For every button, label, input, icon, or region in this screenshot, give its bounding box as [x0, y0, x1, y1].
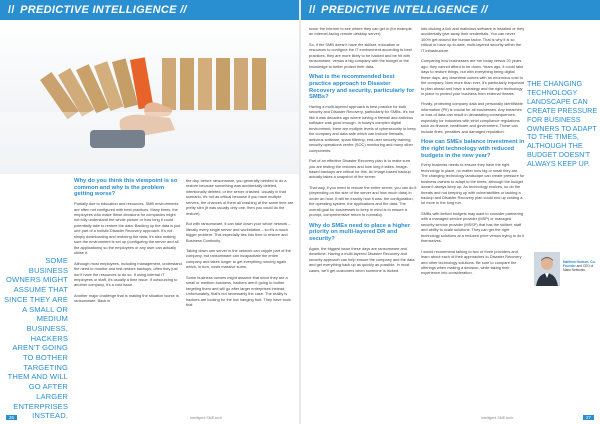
pull-quote: SOME BUSINESS OWNERS MIGHT ASSUME THAT SINCE THEY ARE A SMALL OR MEDIUM BUSINESS, HACKERS AREN'T GOING TO BOTHER TARGETING THEM AND WILL GO AFTER LARGER ENTERPRISES INSTEAD. [4, 256, 68, 421]
paragraph: Partially due to education and resources, SMB environments are often not configured with best practices. Many times, the employees who make these decisions for companies might not fully understand the whole picture or how long it could potentially take to restore the data. Backing up the data is just one part of a holistic Disaster Recovery approach. It's not simply downloading and restoring the data; it's also making sure the environment is set up (configuring the server and all the applications) so the employees or any user can actually utilise it. [74, 201, 181, 256]
paragraph: SMBs with limited budgets may want to consider partnering with a managed service provider (MSP) or managed security service provider (MSSP) that has the skillset, staff and ability to scale solutions. They can get the right technology solutions at a reduced price versus trying to do it themselves. [421, 210, 525, 244]
section-banner [0, 0, 299, 20]
paragraph: Although most employees, including management, understand the need to monitor and test restore backups, often they just don't have the resources to do so. If using internal IT employees or staff, it's usually a time issue. If outsourcing to another company, it's a cost issue. [74, 260, 182, 288]
paragraph: Another major challenge that is making the situation worse is ransomware. Back in [74, 292, 179, 304]
paragraph: Part of an effective Disaster Recovery plan is to make sure you are testing the restores and how long it takes. Image-based backups are critical for this. An image-based backup actually takes a snapshot of the server. [309, 158, 411, 180]
photo-caption [563, 260, 599, 272]
paragraph: Again, the biggest issue these days are ransomware and downtime. Having a multi-layered Disaster Recovery and security approach can help ensure the company and the data and get everything back up as quickly as possible. In most cases, we'll get customers when someone is tricked [309, 245, 415, 273]
banner-slashes: // [8, 4, 15, 16]
column-1 [74, 178, 182, 309]
magazine-name: Intelligent SME.tech [481, 416, 513, 420]
caption-name: Matthew Hudson, Co-Founder [563, 260, 596, 268]
paragraph: the day, before ransomware, you generally needed to do a restore because something was accidentally deleted, intentionally deleted, or the server crashed. Usually in that scenario, it's not as critical because if you have multiple servers, the chances of them all crashing at the same time are pretty slim (it was usually only one, then you could do the restore). [186, 178, 294, 216]
page-number: 27 [583, 415, 594, 420]
question-heading: What is the recommended best practice approach to Disaster Recovery and security, particularly for SMBs? [309, 74, 415, 101]
paragraph: scour the Internet to see where they can get in (for example, an Internet-facing remote desktop server). [309, 26, 413, 37]
pull-quote: THE CHANGING TECHNOLOGY LANDSCAPE CAN CREATE PRESSURE FOR BUSINESS OWNERS TO ADAPT TO THE TIMES, ALTHOUGH THE BUDGET DOESN'T ALWAYS KEEP UP. [527, 79, 598, 169]
author-photo [534, 252, 560, 286]
paragraph: into clicking a link and malicious software is installed or they accidentally give away their credentials. You can never 100% get around the human factor. That is why it is so critical to have up-to-date, multi-layered security within the IT infrastructure. [421, 26, 525, 53]
paragraph: Comparing how businesses are run today versus 20 years ago, they cannot afford to be down. Years ago, it could take days to restore things, but with everything being digital these days, any downtime comes with an enormous cost to the company. Now more than ever, it's particularly important to plan ahead and have a strategy and the right technology in place to protect your business from external threats. [421, 58, 524, 96]
left-page [0, 0, 299, 424]
section-banner [301, 0, 600, 20]
paragraph: Some business owners might assume that since they are a small or medium business, hackers aren't going to bother targeting them and will go after larger enterprises instead. Unfortunately, that's not necessarily the case. The reality is hackers are looking for the low hanging fruit. They have tools that [186, 274, 291, 308]
question-heading: Why do SMEs need to place a higher priority on multi-layered DR and security? [309, 222, 411, 242]
banner-label: PREDICTIVE INTELLIGENCE // [321, 4, 488, 16]
column-2 [421, 26, 525, 281]
paragraph: I would recommend talking to two or three providers and learn about each of their approaches to Disaster Recovery and other technology solutions. Be sure to compare the offerings when making a decision, while taking their experience into consideration. [421, 248, 522, 276]
hero-image [0, 20, 299, 174]
paragraph: Every business needs to ensure they have the right technology in place, no matter how big or small they are. The changing technology landscape can create pressure for business owners to adapt to the times, although the budget doesn't always keep up. As technology evolves, so do the threats and not keeping up with vulnerabilities or lacking a backup and Disaster Recovery plan could end up costing a lot more in the long run. [421, 162, 525, 206]
column-1 [309, 26, 417, 278]
paragraph: Having a multi-layered approach is best practice for both security and Disaster Recovery, particularly for SMBs. It's not like it was decades ago where having a firewall and antivirus software was good enough. In today's complex digital environment, there are multiple levels of cybersecurity to keep the company and data safe which can include firewalls, antivirus software, spam filtering, end-user security training, security operations centre (SOC) monitoring and many other components. [309, 103, 416, 153]
question-heading: Why do you think this viewpoint is so common and why is the problem getting worse? [74, 178, 178, 198]
paragraph: So, if the SMB doesn't have the skillset, education or resources to configure the IT environment according to best practices, they are more likely to be hacked and be hit with ransomware, versus a big company with the budget or the knowledge to better protect their data. [309, 41, 412, 69]
caption-role: and CEO of Mako Networks [563, 264, 594, 272]
blocks-illustration [0, 20, 299, 174]
paragraph: That way, if you need to restore the entire server, you can do it (depending on the size of the server and how much data) in under an hour. It will be exactly how it was: the configuration, the operating system, the applications and the data. The overall goal for businesses to keep in mind is to ensure a prompt, comprehensive return to normalcy. [309, 184, 417, 218]
banner-slashes: // [309, 4, 316, 16]
paragraph: Finally, protecting company data and personally identifiable information (PII) is crucial for all businesses. Any breaches or loss of data can result in devastating consequences, especially for industries with strict compliance regulations such as finance, healthcare and government. These can include fines, penalties and damaged reputation. [421, 101, 523, 134]
magazine-name: Intelligent SME.tech [190, 416, 222, 420]
question-heading: How can SMEs balance investment in the right technology with reduced budgets in the new year? [421, 139, 525, 159]
paragraph: But with ransomware, it can take down your whole network – literally every single server and workstation – so it's a much bigger problem. This especially ties into time to restore and Business Continuity. [186, 221, 291, 243]
paragraph: Taking down one server in the network can cripple part of the company, but ransomware can incapacitate the entire company and takes longer to get everything running again which, in turn, costs massive sums. [186, 247, 291, 270]
page-number: 26 [6, 415, 17, 420]
banner-label: PREDICTIVE INTELLIGENCE // [20, 4, 187, 16]
column-2 [186, 178, 294, 313]
right-page [301, 0, 600, 424]
